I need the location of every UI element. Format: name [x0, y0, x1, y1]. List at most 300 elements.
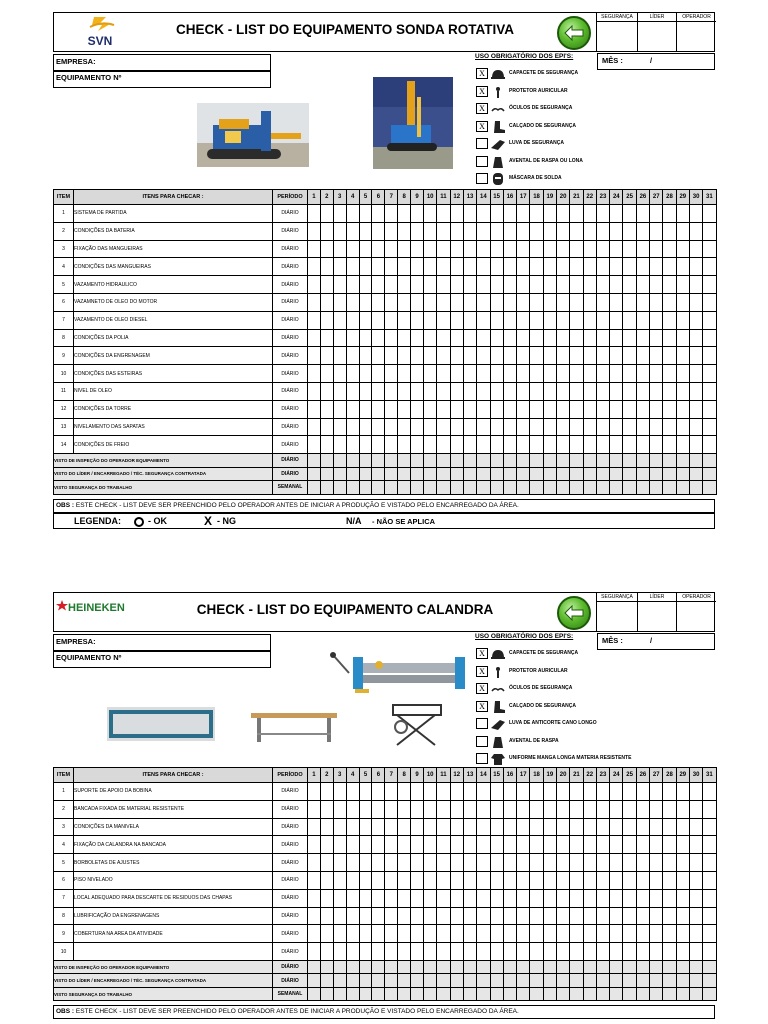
day-cell[interactable] — [308, 467, 321, 481]
day-cell[interactable] — [490, 347, 503, 365]
day-cell[interactable] — [333, 258, 346, 276]
day-cell[interactable] — [583, 454, 596, 468]
day-cell[interactable] — [308, 987, 321, 1001]
day-cell[interactable] — [596, 871, 609, 889]
day-cell[interactable] — [359, 783, 372, 801]
day-cell[interactable] — [372, 400, 385, 418]
equipamento-field[interactable]: EQUIPAMENTO Nº — [53, 70, 271, 88]
day-cell[interactable] — [676, 436, 689, 454]
day-cell[interactable] — [385, 987, 398, 1001]
day-cell[interactable] — [636, 960, 649, 974]
day-cell[interactable] — [570, 222, 583, 240]
day-cell[interactable] — [333, 783, 346, 801]
day-cell[interactable] — [411, 467, 424, 481]
day-cell[interactable] — [623, 481, 636, 495]
day-cell[interactable] — [650, 800, 663, 818]
day-cell[interactable] — [308, 800, 321, 818]
day-cell[interactable] — [503, 987, 516, 1001]
day-cell[interactable] — [398, 400, 411, 418]
day-cell[interactable] — [703, 365, 716, 383]
epi-checkbox[interactable] — [476, 736, 488, 747]
day-cell[interactable] — [530, 400, 543, 418]
day-cell[interactable] — [556, 889, 569, 907]
day-cell[interactable] — [385, 258, 398, 276]
day-cell[interactable] — [398, 222, 411, 240]
day-cell[interactable] — [703, 481, 716, 495]
day-cell[interactable] — [530, 467, 543, 481]
day-cell[interactable] — [308, 871, 321, 889]
day-cell[interactable] — [411, 222, 424, 240]
day-cell[interactable] — [437, 329, 450, 347]
day-cell[interactable] — [320, 436, 333, 454]
day-cell[interactable] — [490, 258, 503, 276]
day-cell[interactable] — [676, 907, 689, 925]
day-cell[interactable] — [623, 854, 636, 872]
day-cell[interactable] — [346, 293, 359, 311]
day-cell[interactable] — [610, 800, 623, 818]
day-cell[interactable] — [450, 943, 463, 961]
day-cell[interactable] — [556, 907, 569, 925]
day-cell[interactable] — [570, 347, 583, 365]
day-cell[interactable] — [517, 818, 530, 836]
day-cell[interactable] — [543, 436, 556, 454]
day-cell[interactable] — [623, 467, 636, 481]
day-cell[interactable] — [676, 400, 689, 418]
day-cell[interactable] — [543, 240, 556, 258]
day-cell[interactable] — [308, 436, 321, 454]
day-cell[interactable] — [703, 889, 716, 907]
day-cell[interactable] — [463, 365, 476, 383]
day-cell[interactable] — [530, 454, 543, 468]
day-cell[interactable] — [610, 818, 623, 836]
day-cell[interactable] — [530, 481, 543, 495]
day-cell[interactable] — [517, 467, 530, 481]
day-cell[interactable] — [636, 943, 649, 961]
day-cell[interactable] — [424, 222, 437, 240]
day-cell[interactable] — [517, 400, 530, 418]
day-cell[interactable] — [676, 418, 689, 436]
day-cell[interactable] — [308, 222, 321, 240]
day-cell[interactable] — [308, 205, 321, 223]
day-cell[interactable] — [517, 854, 530, 872]
day-cell[interactable] — [333, 925, 346, 943]
day-cell[interactable] — [320, 400, 333, 418]
day-cell[interactable] — [308, 276, 321, 294]
day-cell[interactable] — [663, 943, 676, 961]
day-cell[interactable] — [398, 347, 411, 365]
day-cell[interactable] — [556, 240, 569, 258]
day-cell[interactable] — [650, 205, 663, 223]
day-cell[interactable] — [424, 818, 437, 836]
epi-checkbox[interactable]: X — [476, 121, 488, 132]
day-cell[interactable] — [308, 418, 321, 436]
day-cell[interactable] — [359, 907, 372, 925]
day-cell[interactable] — [530, 943, 543, 961]
day-cell[interactable] — [503, 329, 516, 347]
day-cell[interactable] — [517, 205, 530, 223]
day-cell[interactable] — [663, 836, 676, 854]
day-cell[interactable] — [503, 481, 516, 495]
day-cell[interactable] — [333, 240, 346, 258]
day-cell[interactable] — [623, 311, 636, 329]
day-cell[interactable] — [570, 205, 583, 223]
day-cell[interactable] — [503, 974, 516, 988]
day-cell[interactable] — [477, 365, 490, 383]
day-cell[interactable] — [543, 871, 556, 889]
day-cell[interactable] — [398, 943, 411, 961]
day-cell[interactable] — [437, 907, 450, 925]
day-cell[interactable] — [450, 783, 463, 801]
day-cell[interactable] — [463, 974, 476, 988]
day-cell[interactable] — [359, 925, 372, 943]
day-cell[interactable] — [636, 436, 649, 454]
day-cell[interactable] — [650, 276, 663, 294]
day-cell[interactable] — [424, 783, 437, 801]
day-cell[interactable] — [424, 943, 437, 961]
day-cell[interactable] — [556, 418, 569, 436]
day-cell[interactable] — [424, 467, 437, 481]
day-cell[interactable] — [463, 889, 476, 907]
day-cell[interactable] — [398, 258, 411, 276]
day-cell[interactable] — [503, 311, 516, 329]
day-cell[interactable] — [689, 467, 702, 481]
day-cell[interactable] — [703, 454, 716, 468]
day-cell[interactable] — [517, 293, 530, 311]
day-cell[interactable] — [333, 987, 346, 1001]
mes-field[interactable]: MÊS : / — [597, 633, 715, 650]
day-cell[interactable] — [610, 907, 623, 925]
day-cell[interactable] — [583, 347, 596, 365]
day-cell[interactable] — [610, 854, 623, 872]
day-cell[interactable] — [320, 818, 333, 836]
day-cell[interactable] — [385, 854, 398, 872]
day-cell[interactable] — [570, 400, 583, 418]
day-cell[interactable] — [530, 347, 543, 365]
day-cell[interactable] — [490, 871, 503, 889]
day-cell[interactable] — [450, 836, 463, 854]
day-cell[interactable] — [308, 311, 321, 329]
day-cell[interactable] — [411, 481, 424, 495]
day-cell[interactable] — [623, 436, 636, 454]
day-cell[interactable] — [689, 974, 702, 988]
day-cell[interactable] — [610, 258, 623, 276]
day-cell[interactable] — [320, 240, 333, 258]
day-cell[interactable] — [610, 293, 623, 311]
day-cell[interactable] — [424, 293, 437, 311]
day-cell[interactable] — [663, 347, 676, 365]
day-cell[interactable] — [623, 943, 636, 961]
day-cell[interactable] — [424, 436, 437, 454]
day-cell[interactable] — [689, 481, 702, 495]
day-cell[interactable] — [385, 960, 398, 974]
day-cell[interactable] — [477, 907, 490, 925]
day-cell[interactable] — [320, 889, 333, 907]
day-cell[interactable] — [385, 311, 398, 329]
day-cell[interactable] — [623, 871, 636, 889]
day-cell[interactable] — [463, 347, 476, 365]
day-cell[interactable] — [411, 987, 424, 1001]
day-cell[interactable] — [636, 311, 649, 329]
day-cell[interactable] — [703, 800, 716, 818]
day-cell[interactable] — [530, 907, 543, 925]
day-cell[interactable] — [689, 925, 702, 943]
day-cell[interactable] — [477, 382, 490, 400]
day-cell[interactable] — [530, 293, 543, 311]
day-cell[interactable] — [517, 276, 530, 294]
day-cell[interactable] — [596, 783, 609, 801]
day-cell[interactable] — [359, 222, 372, 240]
day-cell[interactable] — [636, 276, 649, 294]
day-cell[interactable] — [359, 240, 372, 258]
day-cell[interactable] — [450, 481, 463, 495]
day-cell[interactable] — [650, 783, 663, 801]
day-cell[interactable] — [346, 907, 359, 925]
day-cell[interactable] — [490, 454, 503, 468]
day-cell[interactable] — [623, 800, 636, 818]
day-cell[interactable] — [636, 907, 649, 925]
day-cell[interactable] — [477, 481, 490, 495]
day-cell[interactable] — [490, 365, 503, 383]
day-cell[interactable] — [623, 258, 636, 276]
day-cell[interactable] — [503, 347, 516, 365]
day-cell[interactable] — [424, 974, 437, 988]
day-cell[interactable] — [437, 974, 450, 988]
day-cell[interactable] — [530, 311, 543, 329]
day-cell[interactable] — [411, 418, 424, 436]
day-cell[interactable] — [346, 240, 359, 258]
day-cell[interactable] — [437, 818, 450, 836]
day-cell[interactable] — [703, 974, 716, 988]
day-cell[interactable] — [385, 481, 398, 495]
day-cell[interactable] — [463, 481, 476, 495]
day-cell[interactable] — [636, 365, 649, 383]
day-cell[interactable] — [636, 329, 649, 347]
day-cell[interactable] — [703, 400, 716, 418]
day-cell[interactable] — [398, 889, 411, 907]
day-cell[interactable] — [372, 481, 385, 495]
day-cell[interactable] — [610, 454, 623, 468]
day-cell[interactable] — [556, 454, 569, 468]
day-cell[interactable] — [610, 467, 623, 481]
day-cell[interactable] — [308, 974, 321, 988]
day-cell[interactable] — [333, 481, 346, 495]
day-cell[interactable] — [623, 987, 636, 1001]
epi-checkbox[interactable] — [476, 718, 488, 729]
day-cell[interactable] — [636, 889, 649, 907]
day-cell[interactable] — [610, 205, 623, 223]
day-cell[interactable] — [583, 329, 596, 347]
day-cell[interactable] — [623, 205, 636, 223]
day-cell[interactable] — [385, 205, 398, 223]
day-cell[interactable] — [676, 960, 689, 974]
day-cell[interactable] — [372, 347, 385, 365]
day-cell[interactable] — [543, 365, 556, 383]
day-cell[interactable] — [372, 365, 385, 383]
day-cell[interactable] — [543, 481, 556, 495]
day-cell[interactable] — [424, 889, 437, 907]
day-cell[interactable] — [359, 974, 372, 988]
day-cell[interactable] — [517, 454, 530, 468]
day-cell[interactable] — [398, 293, 411, 311]
day-cell[interactable] — [689, 436, 702, 454]
day-cell[interactable] — [346, 818, 359, 836]
day-cell[interactable] — [596, 818, 609, 836]
day-cell[interactable] — [359, 467, 372, 481]
day-cell[interactable] — [333, 836, 346, 854]
day-cell[interactable] — [477, 329, 490, 347]
day-cell[interactable] — [623, 836, 636, 854]
day-cell[interactable] — [570, 974, 583, 988]
day-cell[interactable] — [650, 436, 663, 454]
day-cell[interactable] — [450, 436, 463, 454]
day-cell[interactable] — [503, 960, 516, 974]
day-cell[interactable] — [596, 436, 609, 454]
day-cell[interactable] — [372, 205, 385, 223]
day-cell[interactable] — [346, 925, 359, 943]
day-cell[interactable] — [596, 943, 609, 961]
day-cell[interactable] — [450, 818, 463, 836]
day-cell[interactable] — [450, 800, 463, 818]
day-cell[interactable] — [583, 836, 596, 854]
day-cell[interactable] — [650, 418, 663, 436]
day-cell[interactable] — [623, 400, 636, 418]
day-cell[interactable] — [503, 800, 516, 818]
day-cell[interactable] — [596, 800, 609, 818]
day-cell[interactable] — [320, 329, 333, 347]
day-cell[interactable] — [650, 347, 663, 365]
day-cell[interactable] — [689, 783, 702, 801]
day-cell[interactable] — [411, 329, 424, 347]
day-cell[interactable] — [596, 836, 609, 854]
day-cell[interactable] — [308, 854, 321, 872]
day-cell[interactable] — [650, 818, 663, 836]
day-cell[interactable] — [333, 418, 346, 436]
day-cell[interactable] — [543, 258, 556, 276]
day-cell[interactable] — [424, 400, 437, 418]
day-cell[interactable] — [385, 836, 398, 854]
day-cell[interactable] — [556, 960, 569, 974]
day-cell[interactable] — [385, 418, 398, 436]
day-cell[interactable] — [411, 974, 424, 988]
epi-checkbox[interactable] — [476, 138, 488, 149]
day-cell[interactable] — [663, 925, 676, 943]
day-cell[interactable] — [333, 365, 346, 383]
day-cell[interactable] — [663, 783, 676, 801]
day-cell[interactable] — [530, 382, 543, 400]
day-cell[interactable] — [477, 818, 490, 836]
day-cell[interactable] — [359, 258, 372, 276]
day-cell[interactable] — [583, 481, 596, 495]
day-cell[interactable] — [450, 240, 463, 258]
day-cell[interactable] — [320, 293, 333, 311]
day-cell[interactable] — [650, 240, 663, 258]
day-cell[interactable] — [596, 400, 609, 418]
day-cell[interactable] — [570, 365, 583, 383]
day-cell[interactable] — [583, 960, 596, 974]
day-cell[interactable] — [463, 240, 476, 258]
day-cell[interactable] — [530, 889, 543, 907]
day-cell[interactable] — [543, 907, 556, 925]
day-cell[interactable] — [411, 205, 424, 223]
day-cell[interactable] — [610, 347, 623, 365]
day-cell[interactable] — [398, 987, 411, 1001]
day-cell[interactable] — [308, 382, 321, 400]
day-cell[interactable] — [372, 293, 385, 311]
day-cell[interactable] — [703, 960, 716, 974]
day-cell[interactable] — [610, 276, 623, 294]
day-cell[interactable] — [320, 960, 333, 974]
day-cell[interactable] — [676, 454, 689, 468]
day-cell[interactable] — [372, 925, 385, 943]
day-cell[interactable] — [570, 800, 583, 818]
day-cell[interactable] — [490, 987, 503, 1001]
day-cell[interactable] — [490, 222, 503, 240]
day-cell[interactable] — [530, 854, 543, 872]
day-cell[interactable] — [650, 382, 663, 400]
day-cell[interactable] — [477, 854, 490, 872]
day-cell[interactable] — [463, 222, 476, 240]
day-cell[interactable] — [556, 871, 569, 889]
day-cell[interactable] — [543, 454, 556, 468]
day-cell[interactable] — [359, 943, 372, 961]
day-cell[interactable] — [543, 382, 556, 400]
day-cell[interactable] — [663, 800, 676, 818]
day-cell[interactable] — [372, 467, 385, 481]
day-cell[interactable] — [636, 467, 649, 481]
day-cell[interactable] — [610, 240, 623, 258]
day-cell[interactable] — [636, 240, 649, 258]
day-cell[interactable] — [477, 836, 490, 854]
day-cell[interactable] — [503, 854, 516, 872]
day-cell[interactable] — [663, 987, 676, 1001]
day-cell[interactable] — [372, 800, 385, 818]
day-cell[interactable] — [517, 960, 530, 974]
day-cell[interactable] — [320, 871, 333, 889]
day-cell[interactable] — [663, 329, 676, 347]
signature-seguranca[interactable]: SEGURANÇA — [596, 593, 637, 631]
day-cell[interactable] — [543, 854, 556, 872]
day-cell[interactable] — [437, 365, 450, 383]
day-cell[interactable] — [320, 454, 333, 468]
day-cell[interactable] — [308, 454, 321, 468]
day-cell[interactable] — [308, 836, 321, 854]
day-cell[interactable] — [636, 222, 649, 240]
day-cell[interactable] — [463, 854, 476, 872]
day-cell[interactable] — [623, 382, 636, 400]
day-cell[interactable] — [398, 854, 411, 872]
day-cell[interactable] — [372, 943, 385, 961]
day-cell[interactable] — [359, 365, 372, 383]
day-cell[interactable] — [450, 365, 463, 383]
day-cell[interactable] — [477, 222, 490, 240]
day-cell[interactable] — [676, 329, 689, 347]
day-cell[interactable] — [530, 222, 543, 240]
day-cell[interactable] — [398, 907, 411, 925]
day-cell[interactable] — [583, 365, 596, 383]
day-cell[interactable] — [636, 205, 649, 223]
day-cell[interactable] — [437, 293, 450, 311]
day-cell[interactable] — [503, 467, 516, 481]
day-cell[interactable] — [636, 481, 649, 495]
day-cell[interactable] — [530, 783, 543, 801]
day-cell[interactable] — [663, 889, 676, 907]
day-cell[interactable] — [411, 258, 424, 276]
day-cell[interactable] — [372, 240, 385, 258]
day-cell[interactable] — [583, 987, 596, 1001]
day-cell[interactable] — [346, 854, 359, 872]
day-cell[interactable] — [543, 347, 556, 365]
day-cell[interactable] — [596, 987, 609, 1001]
